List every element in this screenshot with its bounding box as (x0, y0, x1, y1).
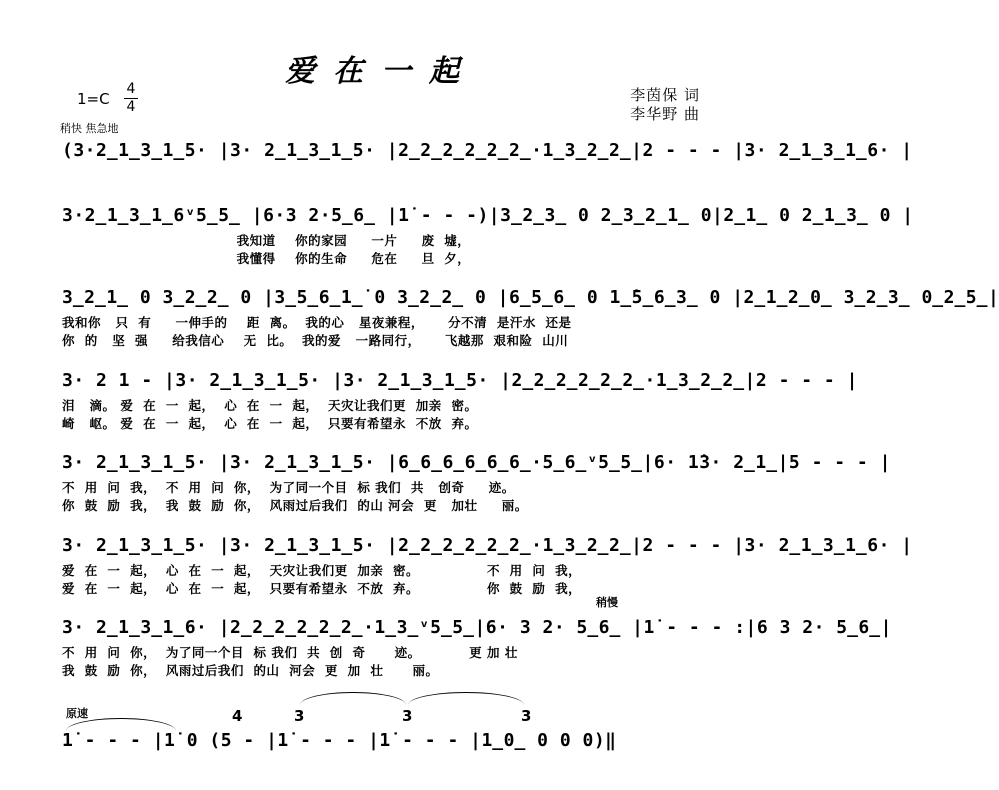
key-signature: 1=C (77, 90, 110, 108)
lyric-line-2: 你 鼓 励 我， 我 鼓 励 你， 风雨过后我们 的山 河会 更 加壮 丽。 (62, 498, 528, 513)
notes-line: 3̲2̲1̲ 0 3̲2̲2̲ 0 |3̲5̲6̲1̲̇ 0 3̲2̲2̲ 0 |6̲5̲6̲ 0 1̲̇5̲6̲3̲ 0 |2̲1̲2̲0̲ 3̲2̲3̲ 0̲2̲5̲| (62, 287, 999, 308)
lyric-line-1: 我和你 只 有 一伸手的 距 离。 我的心 星夜兼程， 分不清 是汗水 还是 (62, 315, 572, 330)
notes-line: (3·2̲1̲3̲1̲5· |3· 2̲1̲3̲1̲5· |2̲2̲2̲2̲2̲2̲·1̲3̲2̲2̲|2 - - - |3· 2̲1̲3̲1̲6· | (62, 140, 913, 161)
time-signature-bottom: 4 (126, 99, 136, 115)
chord-note: 3 (402, 707, 413, 725)
notes-line: 3· 2̲1̲3̲1̲5· |3· 2̲1̲3̲1̲5· |6̲6̲6̲6̲6̲6̲·5̲6̲ᵛ5̲5̲|6· 1̇3· 2̲1̲|5 - - - | (62, 452, 891, 473)
tie-arc (300, 692, 406, 705)
notes-line: 3· 2 1 - |3· 2̲1̲3̲1̲5· |3· 2̲1̲3̲1̲5· |2̲2̲2̲2̲2̲2̲·1̲3̲2̲2̲|2 - - - | (62, 370, 858, 391)
tempo-marking: 稍快 焦急地 (60, 122, 119, 135)
lyricist-credit: 李茵保 词 (630, 86, 700, 104)
time-signature (124, 82, 138, 115)
chord-note: 3 (294, 707, 305, 725)
lyric-line-2: 崎 岖。 爱 在 一 起， 心 在 一 起， 只要有希望永 不放 弃。 (62, 416, 478, 431)
chord-note: 3 (521, 707, 532, 725)
original-tempo-marking: 原速 (66, 707, 88, 720)
composer-credit: 李华野 曲 (630, 105, 700, 123)
page-title: 爱在一起 (285, 54, 477, 89)
lyric-line-1: 泪 滴。 爱 在 一 起， 心 在 一 起， 天灾让我们更 加亲 密。 (62, 398, 478, 413)
chord-note: 4 (232, 707, 243, 725)
time-signature-top: 4 (126, 81, 136, 97)
lyric-line-2: 我懂得 你的生命 危在 旦 夕， (62, 251, 471, 266)
lyric-line-1: 不 用 问 你， 为了同一个目 标 我们 共 创 奇 迹。 更 加 壮 (62, 645, 518, 660)
notes-line: 3· 2̲1̲3̲1̲6· |2̲2̲2̲2̲2̲2̲·1̲3̲ᵛ5̲5̲|6· 3 2· 5̲6̲ |1̇ - - - :|6 3 2· 5̲6̲| (62, 617, 892, 638)
lyric-line-1: 爱 在 一 起， 心 在 一 起， 天灾让我们更 加亲 密。 不 用 问 我， (62, 563, 582, 578)
lyric-line-2: 爱 在 一 起， 心 在 一 起， 只要有希望永 不放 弃。 你 鼓 励 我， (62, 581, 582, 596)
notes-line: 1̇ - - - |1̇ 0 (5 - |1̇ - - - |1̇ - - - |1̲0̲ 0 0 0)‖ (62, 730, 617, 751)
notes-line: 3· 2̲1̲3̲1̲5· |3· 2̲1̲3̲1̲5· |2̲2̲2̲2̲2̲2̲·1̲3̲2̲2̲|2 - - - |3· 2̲1̲3̲1̲6· | (62, 535, 913, 556)
notes-line: 3·2̲1̲3̲1̲6ᵛ5̲5̲ |6·3 2·5̲6̲ |1̇ - - -)|3̲2̲3̲ 0 2̲3̲2̲1̲ 0|2̲1̲ 0 2̲1̲3̲ 0 | (62, 205, 914, 226)
lyric-line-2: 你 的 坚 强 给我信心 无 比。 我的爱 一路同行， 飞越那 艰和险 山川 (62, 333, 569, 348)
slow-marking: 稍慢 (596, 596, 618, 609)
lyric-line-1: 不 用 问 我， 不 用 问 你， 为了同一个目 标 我们 共 创奇 迹。 (62, 480, 515, 495)
lyric-line-1: 我知道 你的家园 一片 废 墟， (62, 233, 471, 248)
lyric-line-2: 我 鼓 励 你， 风雨过后我们 的山 河会 更 加 壮 丽。 (62, 663, 439, 678)
tie-arc (408, 692, 524, 705)
